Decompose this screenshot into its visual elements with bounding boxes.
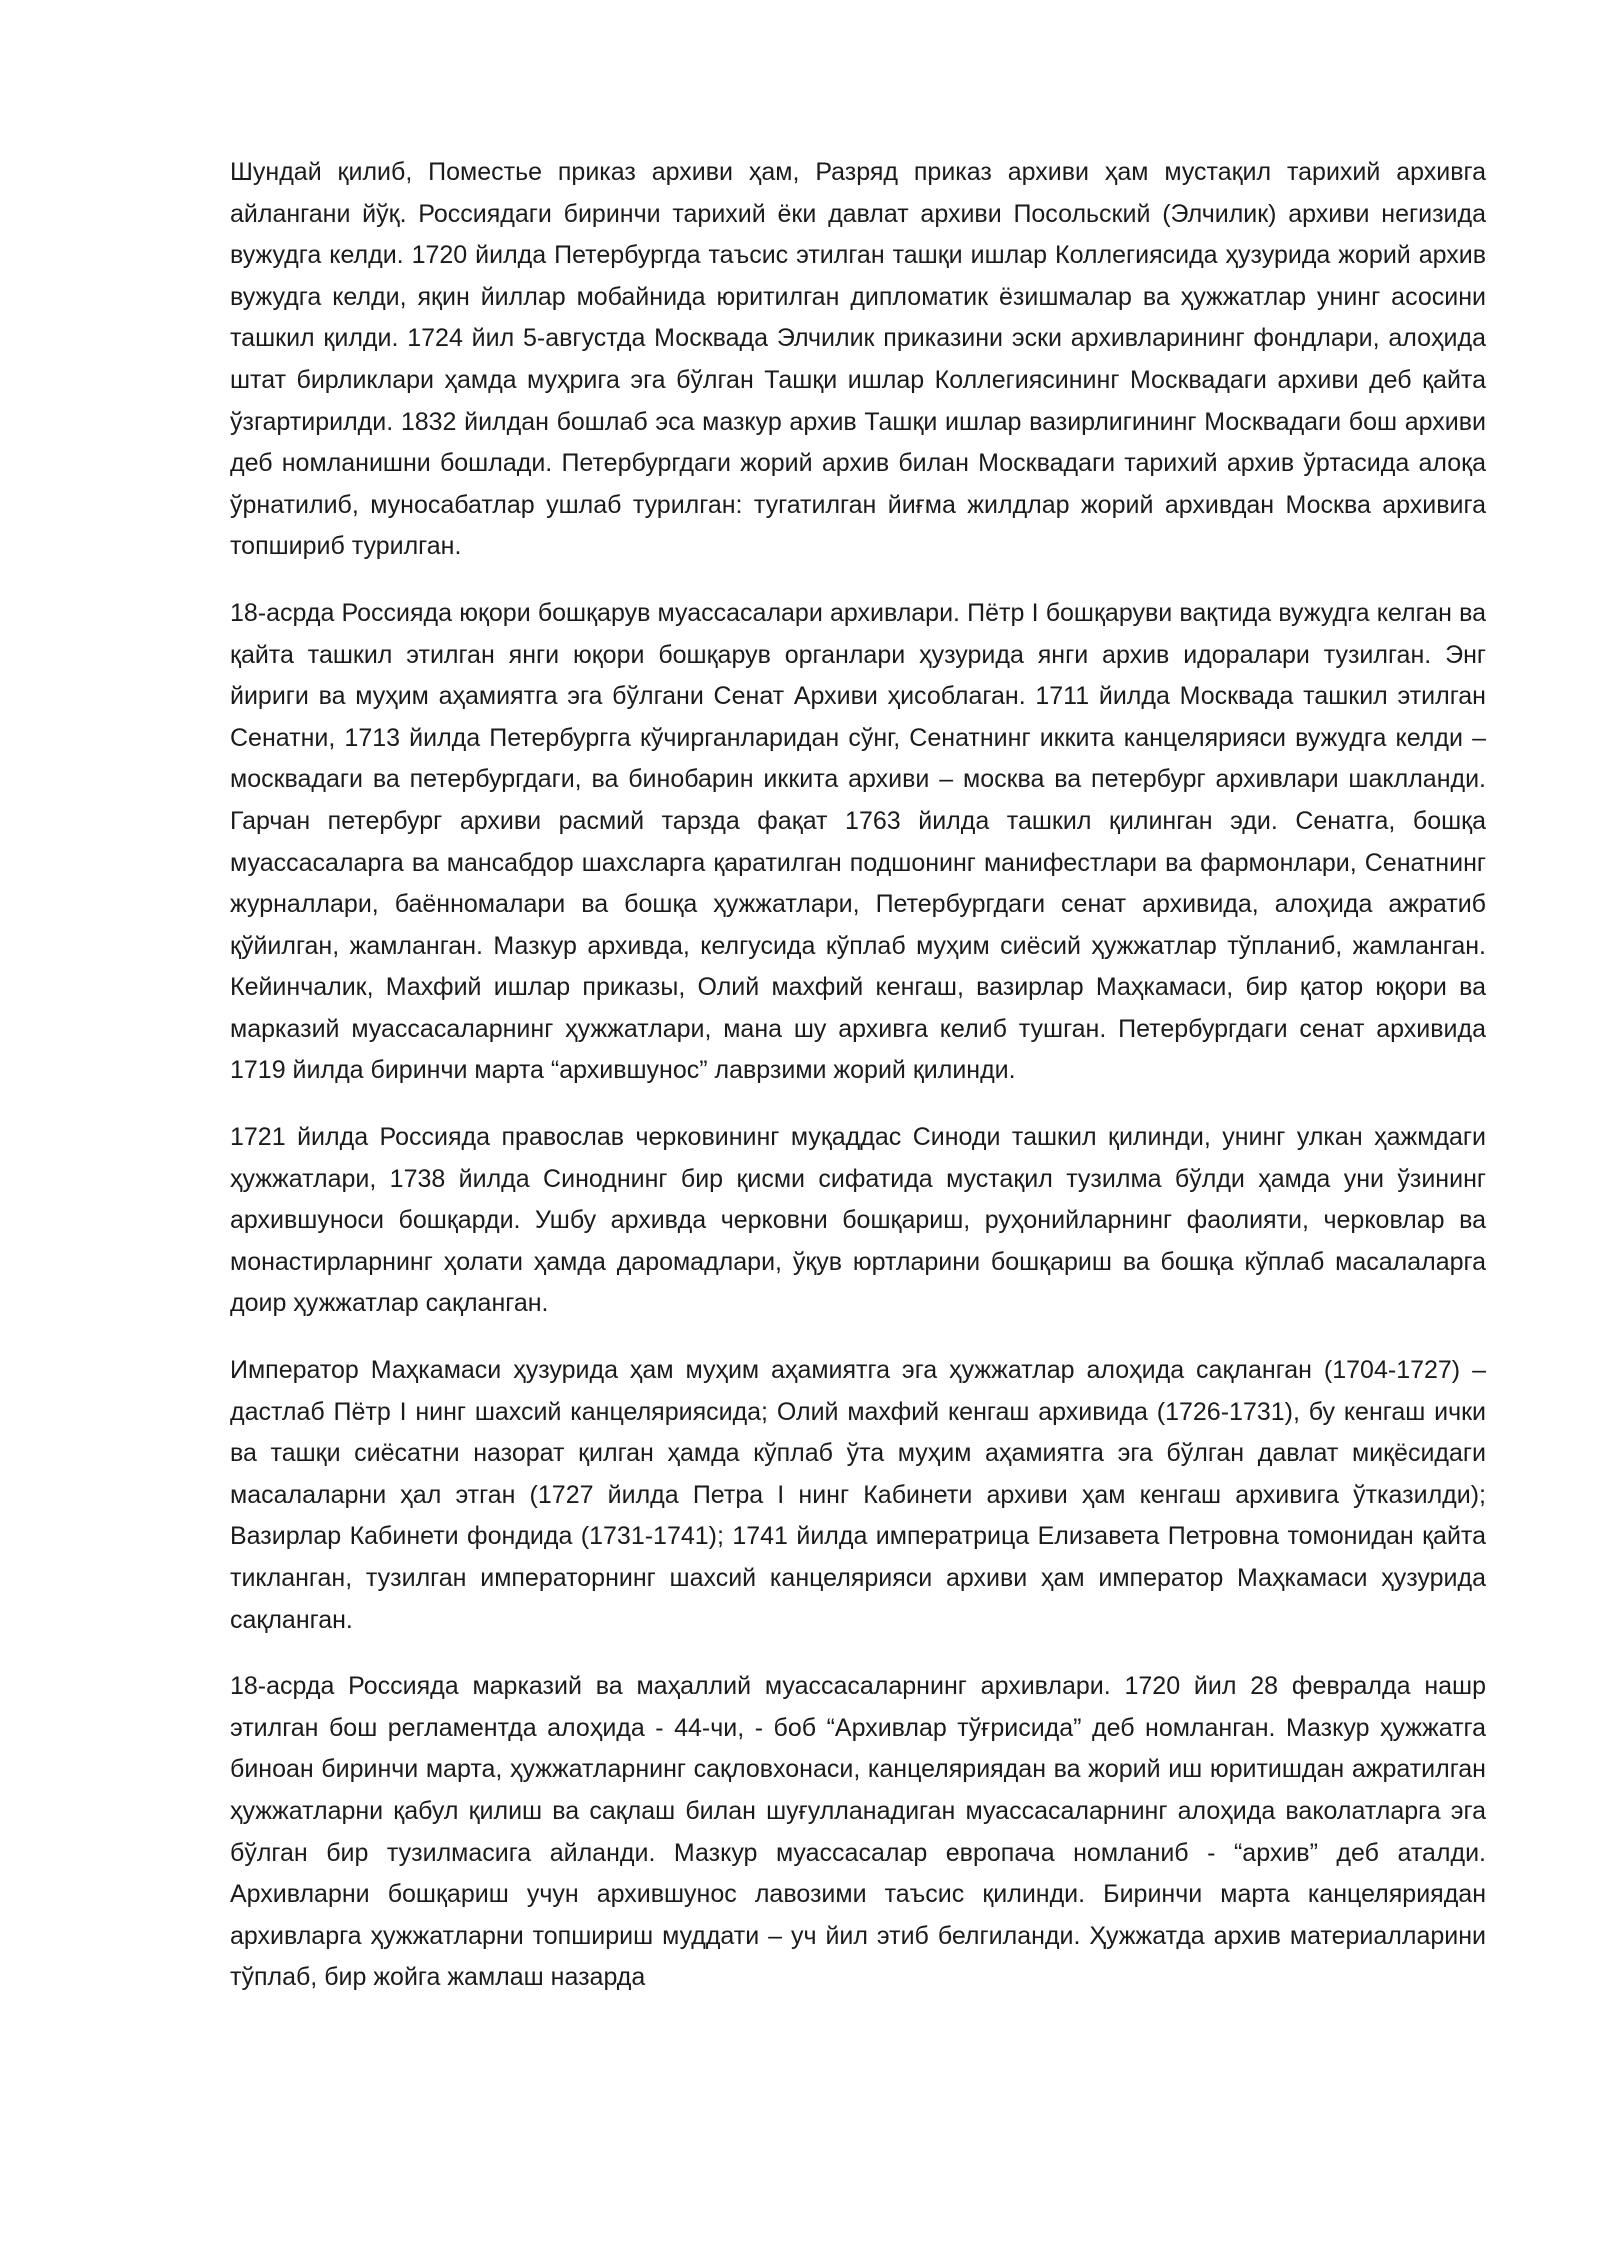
paragraph-1: Шундай қилиб, Поместье приказ архиви ҳам, Разряд приказ архиви ҳам мустақил тарихий архивга айлангани йўқ. Россиядаги биринчи тарихий ёки давлат архиви Посольский (Элчилик) архиви негизида вужудга келди. 1720 йилда Петербургда таъсис этилган ташқи ишлар Коллегиясида ҳузурида жорий архив вужудга келди, яқин йиллар мобайнида юритилган дипломатик ёзишмалар ва ҳужжатлар унинг асосини ташкил қилди. 1724 йил 5-августда Москвада Элчилик приказини эски архивларининг фондлари, алоҳида штат бирликлари ҳамда муҳрига эга бўлган Ташқи ишлар Коллегиясининг Москвадаги архиви деб қайта ўзгартирилди. 1832 йилдан бошлаб эса мазкур архив Ташқи ишлар вазирлигининг Москвадаги бош архиви деб номланишни бошлади. Петербургдаги жорий архив билан Москвадаги тарихий архив ўртасида алоқа ўрнатилиб, муносабатлар ушлаб турилган: тугатилган йиғма жилдлар жорий архивдан Москва архивига топшириб турилган. — [230, 158, 1486, 561]
paragraph-3: 1721 йилда Россияда православ черковининг муқаддас Синоди ташкил қилинди, унинг улкан ҳажмдаги ҳужжатлари, 1738 йилда Синоднинг бир қисми сифатида мустақил тузилма бўлди ҳамда уни ўзининг архившуноси бошқарди. Ушбу архивда черковни бошқариш, руҳонийларнинг фаолияти, черковлар ва монастирларнинг ҳолати ҳамда даромадлари, ўқув юртларини бошқариш ва бошқа кўплаб масалаларга доир ҳужжатлар сақланган. — [230, 1123, 1486, 1318]
paragraph-4: Император Маҳкамаси ҳузурида ҳам муҳим аҳамиятга эга ҳужжатлар алоҳида сақланган (1704-1727) – дастлаб Пётр I нинг шахсий канцеляриясида; Олий махфий кенгаш архивида (1726-1731), бу кенгаш ички ва ташқи сиёсатни назорат қилган ҳамда кўплаб ўта муҳим аҳамиятга эга бўлган давлат миқёсидаги масалаларни ҳал этган (1727 йилда Петра I нинг Кабинети архиви ҳам кенгаш архивига ўтказилди); Вазирлар Кабинети фондида (1731-1741); 1741 йилда императрица Елизавета Петровна томонидан қайта тикланган, тузилган императорнинг шахсий канцелярияси архиви ҳам император Маҳкамаси ҳузурида сақланган. — [230, 1356, 1486, 1634]
document-body — [230, 152, 1486, 1999]
paragraph-5: 18-асрда Россияда марказий ва маҳаллий муассасаларнинг архивлари. 1720 йил 28 февралда нашр этилган бош регламентда алоҳида - 44-чи, - боб “Архивлар тўғрисида” деб номланган. Мазкур ҳужжатга биноан биринчи марта, ҳужжатларнинг сақловхонаси, канцеляриядан ва жорий иш юритишдан ажратилган ҳужжатларни қабул қилиш ва сақлаш билан шуғулланадиган муассасаларнинг алоҳида ваколатларга эга бўлган бир тузилмасига айланди. Мазкур муассасалар европача номланиб - “архив” деб аталди. Архивларни бошқариш учун архившунос лавозими таъсис қилинди. Биринчи марта канцеляриядан архивларга ҳужжатларни топшириш муддати – уч йил этиб белгиланди. Ҳужжатда архив материалларини тўплаб, бир жойга жамлаш назарда — [230, 1672, 1486, 1992]
paragraph-2: 18-асрда Россияда юқори бошқарув муассасалари архивлари. Пётр I бошқаруви вақтида вужудга келган ва қайта ташкил этилган янги юқори бошқарув органлари ҳузурида янги архив идоралари тузилган. Энг йириги ва муҳим аҳамиятга эга бўлгани Сенат Архиви ҳисоблаган. 1711 йилда Москвада ташкил этилган Сенатни, 1713 йилда Петербургга кўчирганларидан сўнг, Сенатнинг иккита канцелярияси вужудга келди – москвадаги ва петербургдаги, ва бинобарин иккита архиви – москва ва петербург архивлари шаклланди. Гарчан петербург архиви расмий тарзда фақат 1763 йилда ташкил қилинган эди. Сенатга, бошқа муассасаларга ва мансабдор шахсларга қаратилган подшонинг манифестлари ва фармонлари, Сенатнинг журналлари, баённомалари ва бошқа ҳужжатлари, Петербургдаги сенат архивида, алоҳида ажратиб қўйилган, жамланган. Мазкур архивда, келгусида кўплаб муҳим сиёсий ҳужжатлар тўпланиб, жамланган. Кейинчалик, Махфий ишлар приказы, Олий махфий кенгаш, вазирлар Маҳкамаси, бир қатор юқори ва марказий муассасаларнинг ҳужжатлари, мана шу архивга келиб тушган. Петербургдаги сенат архивида 1719 йилда биринчи марта “архившунос” лаврзими жорий қилинди. — [230, 598, 1486, 1085]
